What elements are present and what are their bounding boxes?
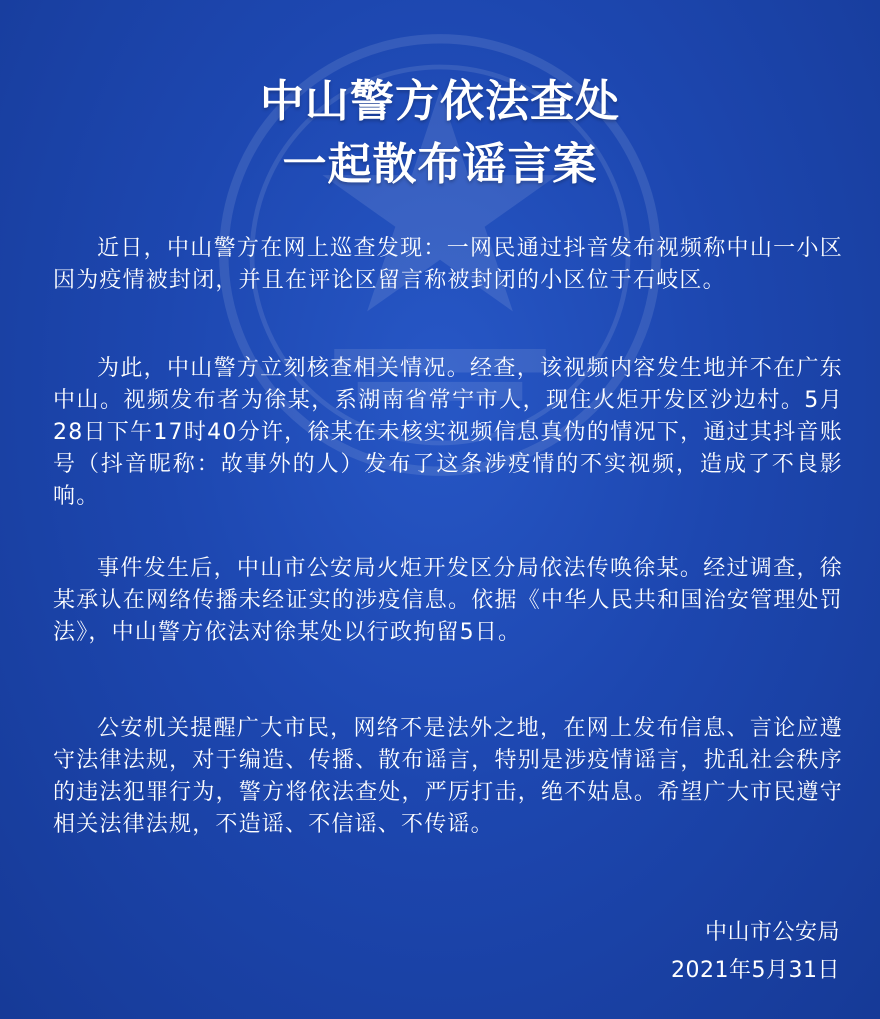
headline-line-2: 一起散布谣言案 bbox=[282, 139, 598, 190]
paragraph-2: 为此，中山警方立刻核查相关情况。经查，该视频内容发生地并不在广东中山。视频发布者为徐某，系湖南省常宁市人，现住火炬开发区沙边村。5月28日下午17时40分许，徐某在未核实视频信息真伪的情况下，通过其抖音账号（抖音昵称：故事外的人）发布了这条涉疫情的不实视频，造成了不良影响。 bbox=[53, 356, 843, 509]
headline-line-1: 中山警方依法查处 bbox=[260, 76, 620, 127]
signature-date: 2021年5月31日 bbox=[671, 958, 840, 983]
paragraph-3: 事件发生后，中山市公安局火炬开发区分局依法传唤徐某。经过调查，徐某承认在网络传播未经证实的涉疫信息。依据《中华人民共和国治安管理处罚法》，中山警方依法对徐某处以行政拘留5日。 bbox=[53, 556, 843, 645]
paragraph-1: 近日，中山警方在网上巡查发现：一网民通过抖音发布视频称中山一小区因为疫情被封闭，并且在评论区留言称被封闭的小区位于石岐区。 bbox=[53, 236, 843, 293]
signature-organization: 中山市公安局 bbox=[704, 920, 840, 945]
paragraph-4: 公安机关提醒广大市民，网络不是法外之地，在网上发布信息、言论应遵守法律法规，对于编造、传播、散布谣言，特别是涉疫情谣言，扰乱社会秩序的违法犯罪行为，警方将依法查处，严厉打击，绝不姑息。希望广大市民遵守相关法律法规，不造谣、不信谣、不传谣。 bbox=[53, 716, 843, 837]
